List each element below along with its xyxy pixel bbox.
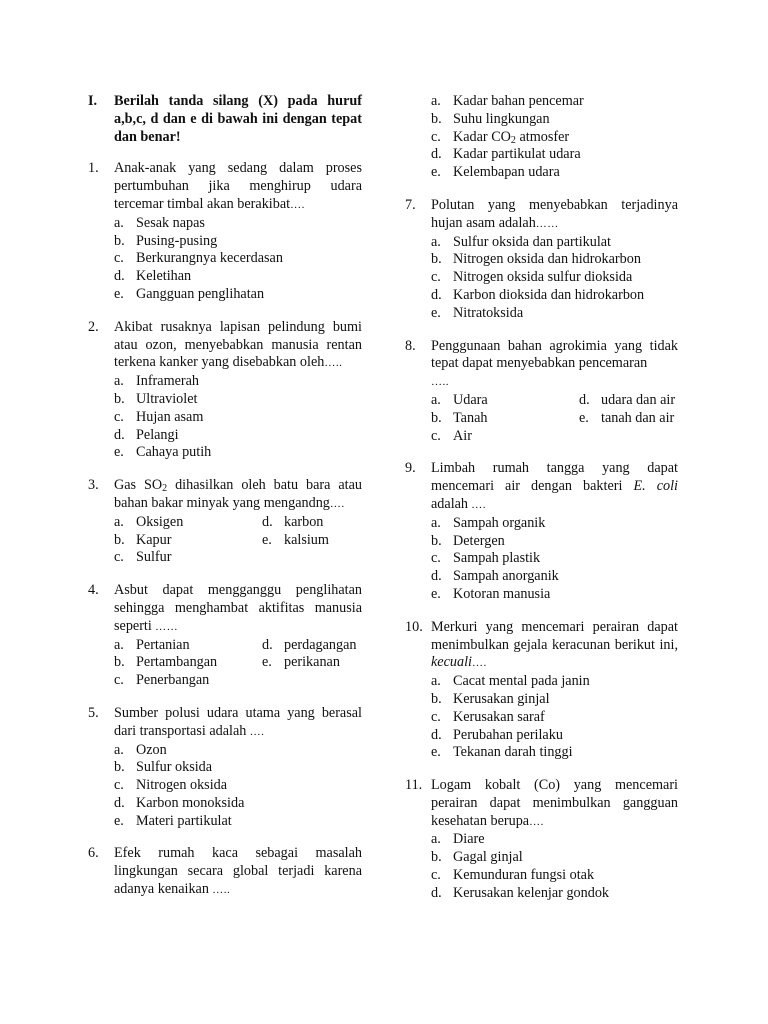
question-text: Akibat rusaknya lapisan pelindung bumi atau ozon, menyebabkan manusia rentan terkena kanker yang disebabkan oleh…..: [114, 318, 362, 371]
option-c[interactable]: c. Kerusakan saraf: [431, 708, 545, 725]
option-c[interactable]: c. Nitrogen oksida sulfur dioksida: [431, 269, 633, 286]
option-d[interactable]: d. Perubahan perilaku: [431, 726, 563, 743]
question-11: [405, 777, 678, 903]
options-grid: [431, 392, 678, 445]
question-text: Polutan yang menyebabkan terjadinya hujan asam adalah……: [431, 196, 678, 231]
question-text: Asbut dapat mengganggu penglihatan sehingga menghambat aktifitas manusia seperti ……: [114, 582, 362, 634]
question-text: Sumber polusi udara utama yang berasal dari transportasi adalah ….: [114, 704, 362, 739]
question-text: Limbah rumah tangga yang dapat mencemari air dengan bakteri E. coli adalah ….: [431, 460, 678, 512]
option-b[interactable]: b. Gagal ginjal: [431, 849, 523, 866]
question-text: Merkuri yang mencemari perairan dapat menimbulkan gejala keracunan berikut ini, kecuali….: [431, 618, 678, 671]
option-b[interactable]: b. Pusing-pusing: [114, 232, 218, 249]
question-text: Anak-anak yang sedang dalam proses pertumbuhan jika menghirup udara tercemar timbal akan berakibat….: [114, 160, 362, 212]
option-a[interactable]: a. Ozon: [114, 741, 167, 758]
option-a[interactable]: a. Sampah organik: [431, 514, 546, 531]
option-e[interactable]: e. Nitratoksida: [431, 304, 524, 321]
option-c[interactable]: c. Berkurangnya kecerdasan: [114, 250, 283, 267]
question-number: 11.: [405, 777, 423, 794]
question-number: 6.: [88, 845, 99, 862]
option-c[interactable]: c. Nitrogen oksida: [114, 777, 228, 794]
options-list: [114, 373, 362, 462]
question-8: [405, 338, 678, 446]
option-e[interactable]: e. Kelembapan udara: [431, 164, 560, 181]
option-d[interactable]: d. perdagangan: [262, 636, 357, 653]
option-b[interactable]: b. Nitrogen oksida dan hidrokarbon: [431, 251, 641, 268]
question-text: Gas $SO_2$ dihasilkan oleh batu bara atau bahan bakar minyak yang mengandng….: [114, 477, 362, 511]
question-7: [405, 197, 678, 323]
question-number: 1.: [88, 160, 99, 177]
option-d[interactable]: d. udara dan air: [579, 391, 676, 408]
question-number: 7.: [405, 196, 416, 213]
options-list: [431, 234, 678, 323]
option-a[interactable]: a. Diare: [431, 831, 485, 848]
section-instruction: [88, 93, 362, 146]
option-a[interactable]: a. Cacat mental pada janin: [431, 673, 590, 690]
options-grid: [114, 514, 362, 567]
question-10: [405, 619, 678, 762]
option-c[interactable]: c. Kemunduran fungsi otak: [431, 867, 595, 884]
option-b[interactable]: b. Ultraviolet: [114, 390, 198, 407]
options-list: [431, 673, 678, 762]
question-3: [88, 477, 362, 567]
option-d[interactable]: d. Sampah anorganik: [431, 568, 559, 585]
option-d[interactable]: d. Kadar partikulat udara: [431, 146, 581, 163]
option-c[interactable]: c. Hujan asam: [114, 408, 204, 425]
option-c[interactable]: c. Sampah plastik: [431, 550, 541, 567]
option-d[interactable]: d. Karbon monoksida: [114, 794, 245, 811]
option-a[interactable]: a. Sulfur oksida dan partikulat: [431, 233, 612, 250]
option-a[interactable]: a. Oksigen: [114, 513, 184, 530]
question-number: 10.: [405, 618, 423, 635]
question-6-options: [431, 93, 678, 182]
option-d[interactable]: d. Karbon dioksida dan hidrokarbon: [431, 286, 645, 303]
option-a[interactable]: a. Udara: [431, 391, 488, 408]
question-4: [88, 582, 362, 690]
option-d[interactable]: d. Kerusakan kelenjar gondok: [431, 884, 610, 901]
options-list: [114, 742, 362, 831]
option-e[interactable]: e. Cahaya putih: [114, 444, 212, 461]
options-list: [431, 515, 678, 604]
left-column: [88, 93, 362, 915]
option-d[interactable]: d. Keletihan: [114, 268, 192, 285]
option-b[interactable]: b. Detergen: [431, 532, 505, 549]
right-column: [405, 93, 678, 918]
option-b[interactable]: b. Suhu lingkungan: [431, 110, 550, 127]
option-a[interactable]: a. Sesak napas: [114, 214, 205, 231]
option-d[interactable]: d. karbon: [262, 513, 324, 530]
option-d[interactable]: d. Pelangi: [114, 426, 179, 443]
option-e[interactable]: e. kalsium: [262, 531, 329, 548]
question-number: 9.: [405, 460, 416, 477]
option-c[interactable]: c. Kadar $CO_2$ atmosfer: [431, 128, 570, 146]
question-number: 4.: [88, 582, 99, 599]
option-a[interactable]: a. Kadar bahan pencemar: [431, 93, 584, 109]
option-b[interactable]: b. Kapur: [114, 531, 172, 548]
question-9: [405, 460, 678, 603]
option-e[interactable]: e. Kotoran manusia: [431, 585, 551, 602]
option-a[interactable]: a. Inframerah: [114, 373, 200, 390]
question-2: [88, 319, 362, 462]
option-b[interactable]: b. Kerusakan ginjal: [431, 690, 550, 707]
option-c[interactable]: c. Air: [431, 427, 472, 444]
question-number: 3.: [88, 477, 99, 494]
question-text: Penggunaan bahan agrokimia yang tidak tepat dapat menyebabkan pencemaran …..: [431, 337, 678, 389]
question-5: [88, 705, 362, 831]
option-b[interactable]: b. Tanah: [431, 409, 488, 426]
option-e[interactable]: e. perikanan: [262, 654, 340, 671]
question-text: Efek rumah kaca sebagai masalah lingkungan secara global terjadi karena adanya kenaikan …..: [114, 845, 362, 898]
option-c[interactable]: c. Sulfur: [114, 549, 172, 566]
instruction-text: Berilah tanda silang (X) pada huruf a,b,c, d dan e di bawah ini dengan tepat dan benar!: [114, 93, 362, 145]
question-number: 2.: [88, 318, 99, 335]
option-e[interactable]: e. tanah dan air: [579, 409, 675, 426]
option-a[interactable]: a. Pertanian: [114, 636, 190, 653]
option-b[interactable]: b. Pertambangan: [114, 654, 218, 671]
option-e[interactable]: e. Materi partikulat: [114, 812, 232, 829]
section-number: I.: [88, 93, 98, 109]
option-e[interactable]: e. Tekanan darah tinggi: [431, 744, 573, 761]
option-e[interactable]: e. Gangguan penglihatan: [114, 285, 265, 302]
options-list: [114, 215, 362, 304]
options-grid: [114, 637, 362, 690]
question-6: [88, 845, 362, 899]
question-text: Logam kobalt (Co) yang mencemari perairan dapat menimbulkan gangguan kesehatan berupa….: [431, 777, 678, 829]
option-c[interactable]: c. Penerbangan: [114, 672, 210, 689]
question-number: 5.: [88, 704, 99, 721]
option-b[interactable]: b. Sulfur oksida: [114, 759, 213, 776]
options-list: [431, 831, 678, 902]
question-number: 8.: [405, 337, 416, 354]
question-1: [88, 160, 362, 303]
